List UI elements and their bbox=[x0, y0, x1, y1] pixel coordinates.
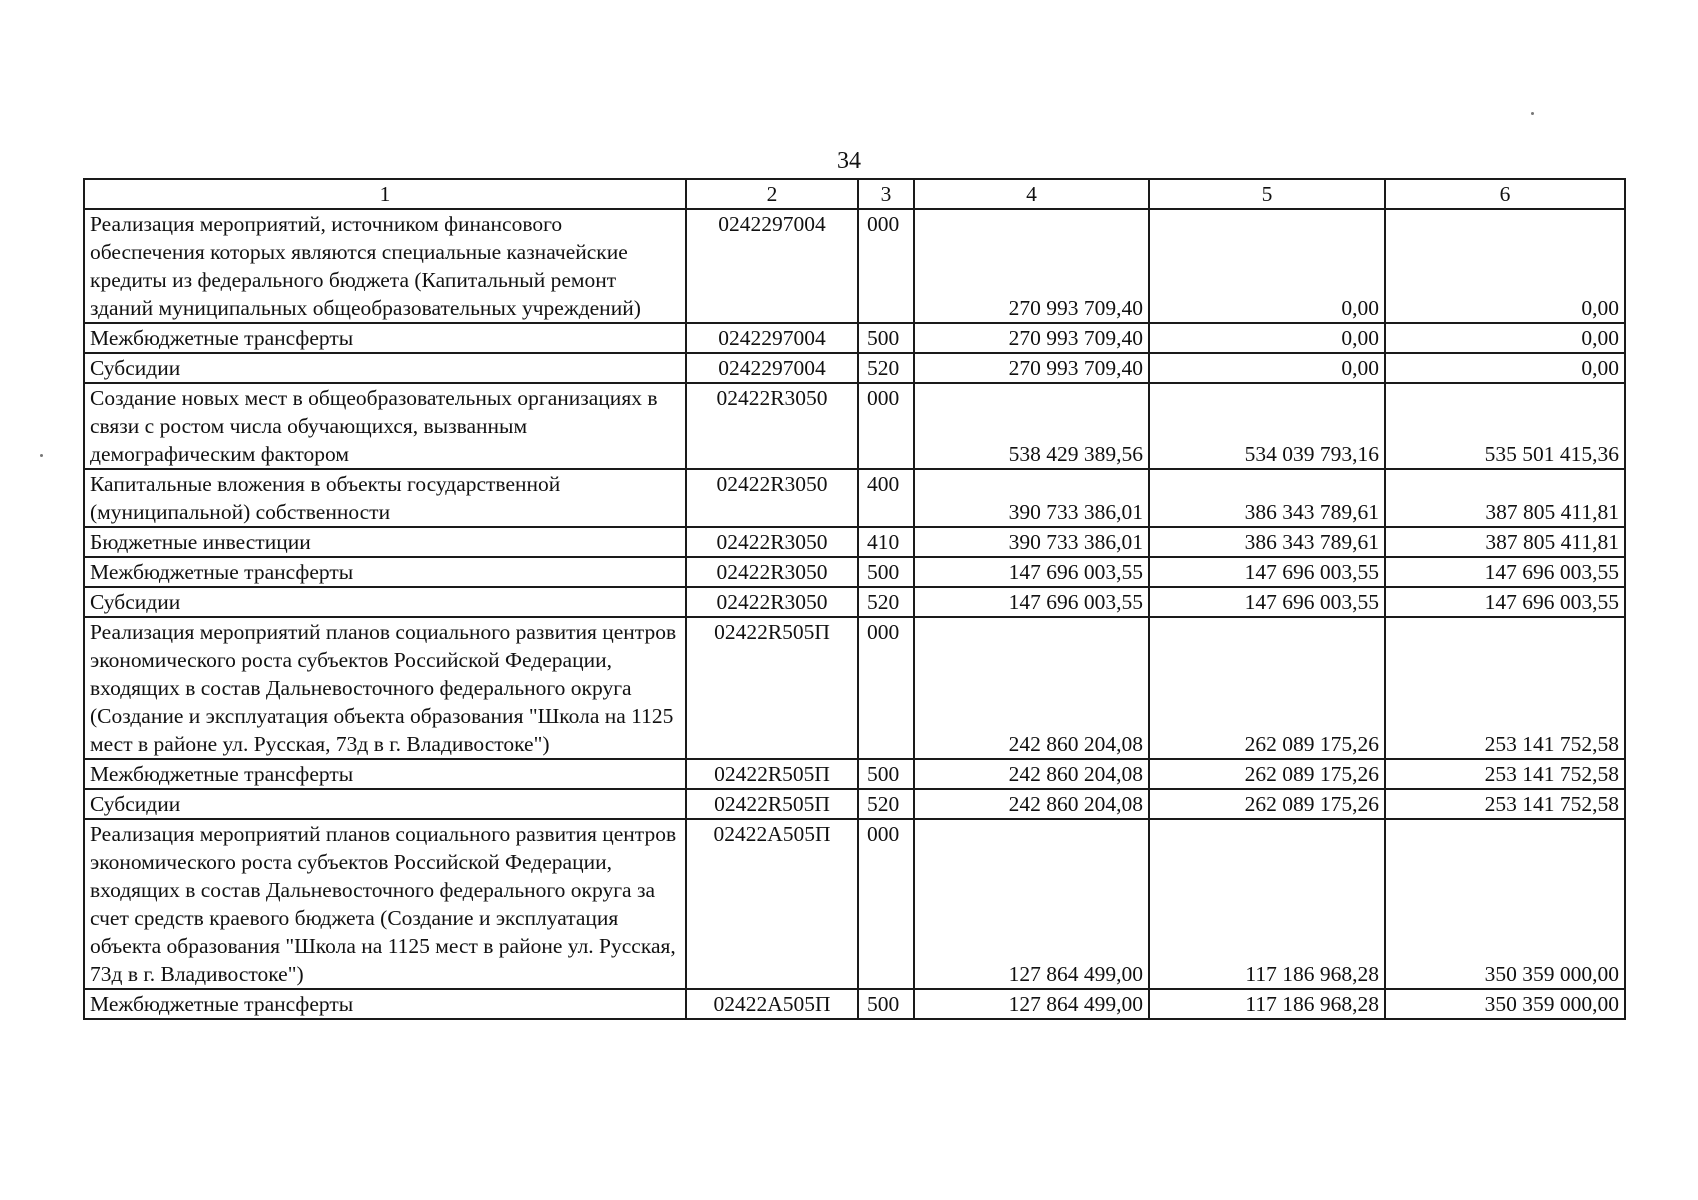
row-value-4: 127 864 499,00 bbox=[914, 989, 1149, 1019]
row-code: 02422R505П bbox=[686, 789, 858, 819]
budget-table bbox=[83, 178, 1626, 1020]
row-value-4: 242 860 204,08 bbox=[914, 789, 1149, 819]
row-code: 02422R3050 bbox=[686, 383, 858, 469]
table-row bbox=[84, 557, 1625, 587]
table-row bbox=[84, 469, 1625, 527]
row-type: 500 bbox=[858, 557, 914, 587]
row-value-5: 386 343 789,61 bbox=[1149, 527, 1385, 557]
row-type: 000 bbox=[858, 819, 914, 989]
row-name: Субсидии bbox=[84, 789, 686, 819]
table-row bbox=[84, 209, 1625, 323]
row-value-6: 350 359 000,00 bbox=[1385, 819, 1625, 989]
row-type: 520 bbox=[858, 587, 914, 617]
table-row bbox=[84, 527, 1625, 557]
column-header-1: 1 bbox=[84, 179, 686, 209]
row-name: Субсидии bbox=[84, 587, 686, 617]
row-value-4: 270 993 709,40 bbox=[914, 323, 1149, 353]
row-type: 000 bbox=[858, 617, 914, 759]
row-code: 02422А505П bbox=[686, 989, 858, 1019]
row-type: 400 bbox=[858, 469, 914, 527]
row-value-5: 386 343 789,61 bbox=[1149, 469, 1385, 527]
row-value-6: 253 141 752,58 bbox=[1385, 789, 1625, 819]
row-type: 520 bbox=[858, 789, 914, 819]
row-name: Капитальные вложения в объекты государственной (муниципальной) собственности bbox=[84, 469, 686, 527]
row-value-4: 538 429 389,56 bbox=[914, 383, 1149, 469]
row-value-5: 0,00 bbox=[1149, 209, 1385, 323]
row-value-6: 350 359 000,00 bbox=[1385, 989, 1625, 1019]
table-row bbox=[84, 383, 1625, 469]
row-value-6: 0,00 bbox=[1385, 323, 1625, 353]
row-value-5: 117 186 968,28 bbox=[1149, 819, 1385, 989]
row-code: 02422R505П bbox=[686, 617, 858, 759]
row-value-6: 387 805 411,81 bbox=[1385, 527, 1625, 557]
row-type: 410 bbox=[858, 527, 914, 557]
row-value-5: 262 089 175,26 bbox=[1149, 789, 1385, 819]
row-code: 02422R3050 bbox=[686, 557, 858, 587]
row-value-6: 387 805 411,81 bbox=[1385, 469, 1625, 527]
row-value-5: 0,00 bbox=[1149, 323, 1385, 353]
table-row bbox=[84, 353, 1625, 383]
row-name: Межбюджетные трансферты bbox=[84, 557, 686, 587]
row-value-4: 147 696 003,55 bbox=[914, 557, 1149, 587]
row-value-6: 535 501 415,36 bbox=[1385, 383, 1625, 469]
row-type: 000 bbox=[858, 383, 914, 469]
table-row bbox=[84, 759, 1625, 789]
row-value-6: 147 696 003,55 bbox=[1385, 557, 1625, 587]
row-type: 520 bbox=[858, 353, 914, 383]
row-name: Бюджетные инвестиции bbox=[84, 527, 686, 557]
row-value-6: 253 141 752,58 bbox=[1385, 759, 1625, 789]
table-row bbox=[84, 617, 1625, 759]
row-code: 02422R505П bbox=[686, 759, 858, 789]
row-name: Реализация мероприятий планов социального развития центров экономического роста субъектов Российской Федерации, входящих в состав Дальневосточного федерального округа за счет средств краевого бюджета (Создание и эксплуатация объекта образования "Школа на 1125 мест в районе ул. Русская, 73д в г. Владивостоке") bbox=[84, 819, 686, 989]
row-name: Субсидии bbox=[84, 353, 686, 383]
row-type: 500 bbox=[858, 989, 914, 1019]
row-code: 02422R3050 bbox=[686, 527, 858, 557]
column-header-6: 6 bbox=[1385, 179, 1625, 209]
row-value-5: 117 186 968,28 bbox=[1149, 989, 1385, 1019]
column-header-2: 2 bbox=[686, 179, 858, 209]
row-value-5: 262 089 175,26 bbox=[1149, 759, 1385, 789]
row-value-4: 127 864 499,00 bbox=[914, 819, 1149, 989]
table-header-row bbox=[84, 179, 1625, 209]
table-row bbox=[84, 323, 1625, 353]
table-row bbox=[84, 587, 1625, 617]
row-value-4: 390 733 386,01 bbox=[914, 527, 1149, 557]
scan-speck bbox=[1531, 112, 1534, 115]
table-row bbox=[84, 989, 1625, 1019]
column-header-5: 5 bbox=[1149, 179, 1385, 209]
row-code: 02422R3050 bbox=[686, 587, 858, 617]
row-name: Реализация мероприятий, источником финансового обеспечения которых являются специальные казначейские кредиты из федерального бюджета (Капитальный ремонт зданий муниципальных общеобразовательных учреждений) bbox=[84, 209, 686, 323]
table-row bbox=[84, 789, 1625, 819]
column-header-4: 4 bbox=[914, 179, 1149, 209]
row-value-4: 242 860 204,08 bbox=[914, 759, 1149, 789]
row-value-5: 0,00 bbox=[1149, 353, 1385, 383]
row-type: 500 bbox=[858, 323, 914, 353]
row-name: Межбюджетные трансферты bbox=[84, 759, 686, 789]
row-value-5: 147 696 003,55 bbox=[1149, 587, 1385, 617]
row-code: 0242297004 bbox=[686, 353, 858, 383]
row-name: Создание новых мест в общеобразовательных организациях в связи с ростом числа обучающихся, вызванным демографическим фактором bbox=[84, 383, 686, 469]
row-value-4: 390 733 386,01 bbox=[914, 469, 1149, 527]
row-value-5: 534 039 793,16 bbox=[1149, 383, 1385, 469]
row-name: Межбюджетные трансферты bbox=[84, 989, 686, 1019]
row-value-6: 253 141 752,58 bbox=[1385, 617, 1625, 759]
row-code: 02422R3050 bbox=[686, 469, 858, 527]
row-value-4: 270 993 709,40 bbox=[914, 209, 1149, 323]
row-value-6: 0,00 bbox=[1385, 209, 1625, 323]
page-number: 34 bbox=[837, 148, 861, 174]
row-value-6: 0,00 bbox=[1385, 353, 1625, 383]
row-type: 500 bbox=[858, 759, 914, 789]
row-name: Реализация мероприятий планов социального развития центров экономического роста субъектов Российской Федерации, входящих в состав Дальневосточного федерального округа (Создание и эксплуатация объекта образования "Школа на 1125 мест в районе ул. Русская, 73д в г. Владивостоке") bbox=[84, 617, 686, 759]
row-type: 000 bbox=[858, 209, 914, 323]
row-value-4: 147 696 003,55 bbox=[914, 587, 1149, 617]
row-name: Межбюджетные трансферты bbox=[84, 323, 686, 353]
scan-speck bbox=[40, 454, 43, 457]
row-code: 0242297004 bbox=[686, 323, 858, 353]
row-code: 0242297004 bbox=[686, 209, 858, 323]
row-value-5: 147 696 003,55 bbox=[1149, 557, 1385, 587]
row-value-6: 147 696 003,55 bbox=[1385, 587, 1625, 617]
row-value-4: 242 860 204,08 bbox=[914, 617, 1149, 759]
table-row bbox=[84, 819, 1625, 989]
column-header-3: 3 bbox=[858, 179, 914, 209]
row-value-5: 262 089 175,26 bbox=[1149, 617, 1385, 759]
row-code: 02422А505П bbox=[686, 819, 858, 989]
row-value-4: 270 993 709,40 bbox=[914, 353, 1149, 383]
